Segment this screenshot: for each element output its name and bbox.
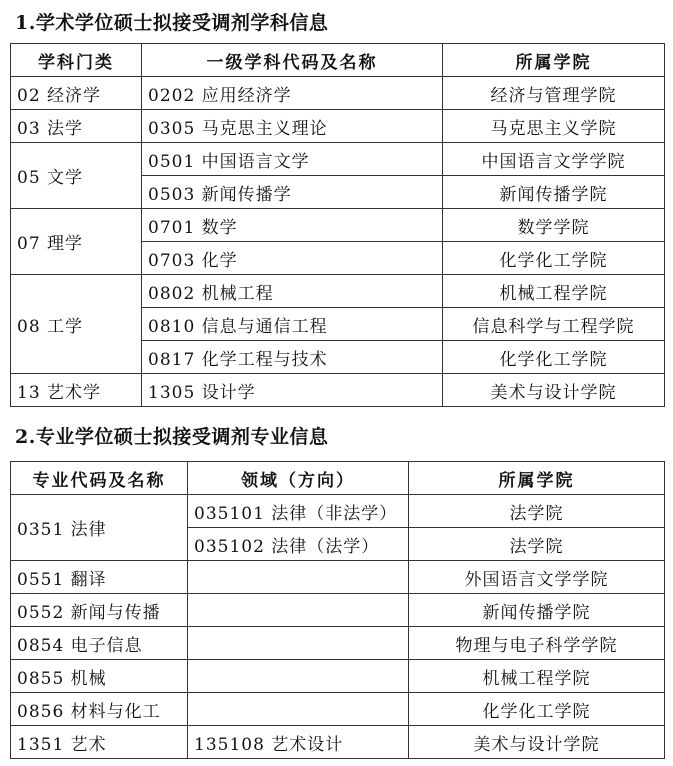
subject-cell: 0703 化学	[142, 242, 443, 275]
table-row	[11, 209, 665, 242]
college-cell: 新闻传播学院	[409, 594, 665, 627]
table-header-row	[11, 462, 665, 495]
subject-cell: 0810 信息与通信工程	[142, 308, 443, 341]
subject-cell: 0817 化学工程与技术	[142, 341, 443, 374]
table-row	[11, 275, 665, 308]
subject-cell: 0503 新闻传播学	[142, 176, 443, 209]
major-cell: 1351 艺术	[11, 726, 188, 759]
college-cell: 化学化工学院	[443, 242, 665, 275]
subject-cell: 0802 机械工程	[142, 275, 443, 308]
major-cell: 0351 法律	[11, 495, 188, 561]
college-cell: 美术与设计学院	[409, 726, 665, 759]
college-cell: 化学化工学院	[409, 693, 665, 726]
field-cell	[188, 594, 409, 627]
category-cell: 02 经济学	[11, 77, 142, 110]
section2-title: 2.专业学位硕士拟接受调剂专业信息	[15, 426, 329, 448]
college-cell: 法学院	[409, 528, 665, 561]
header-major: 专业代码及名称	[11, 462, 188, 495]
table-row	[11, 561, 665, 594]
section1-title: 1.学术学位硕士拟接受调剂学科信息	[15, 12, 329, 34]
category-cell: 05 文学	[11, 143, 142, 209]
table-row	[11, 693, 665, 726]
college-cell: 经济与管理学院	[443, 77, 665, 110]
header-field: 领域（方向）	[188, 462, 409, 495]
field-cell: 035102 法律（法学）	[188, 528, 409, 561]
table-row	[11, 660, 665, 693]
college-cell: 数学学院	[443, 209, 665, 242]
college-cell: 机械工程学院	[443, 275, 665, 308]
major-cell: 0854 电子信息	[11, 627, 188, 660]
college-cell: 法学院	[409, 495, 665, 528]
college-cell: 物理与电子科学学院	[409, 627, 665, 660]
table-row	[11, 77, 665, 110]
college-cell: 机械工程学院	[409, 660, 665, 693]
header-college: 所属学院	[409, 462, 665, 495]
professional-degree-table	[10, 461, 665, 759]
major-cell: 0856 材料与化工	[11, 693, 188, 726]
field-cell	[188, 693, 409, 726]
subject-cell: 0701 数学	[142, 209, 443, 242]
table-row	[11, 143, 665, 176]
field-cell	[188, 660, 409, 693]
major-cell: 0855 机械	[11, 660, 188, 693]
category-cell: 13 艺术学	[11, 374, 142, 407]
subject-cell: 1305 设计学	[142, 374, 443, 407]
category-cell: 08 工学	[11, 275, 142, 374]
table-row	[11, 594, 665, 627]
field-cell: 035101 法律（非法学）	[188, 495, 409, 528]
college-cell: 美术与设计学院	[443, 374, 665, 407]
field-cell	[188, 561, 409, 594]
field-cell: 135108 艺术设计	[188, 726, 409, 759]
college-cell: 马克思主义学院	[443, 110, 665, 143]
major-cell: 0551 翻译	[11, 561, 188, 594]
college-cell: 外国语言文学学院	[409, 561, 665, 594]
college-cell: 中国语言文学学院	[443, 143, 665, 176]
table-row	[11, 110, 665, 143]
college-cell: 化学化工学院	[443, 341, 665, 374]
table-row	[11, 495, 665, 528]
table-header-row	[11, 44, 665, 77]
table-row	[11, 726, 665, 759]
category-cell: 03 法学	[11, 110, 142, 143]
category-cell: 07 理学	[11, 209, 142, 275]
subject-cell: 0202 应用经济学	[142, 77, 443, 110]
header-category: 学科门类	[11, 44, 142, 77]
subject-cell: 0305 马克思主义理论	[142, 110, 443, 143]
academic-degree-table	[10, 43, 665, 407]
field-cell	[188, 627, 409, 660]
major-cell: 0552 新闻与传播	[11, 594, 188, 627]
header-subject: 一级学科代码及名称	[142, 44, 443, 77]
table-row	[11, 627, 665, 660]
subject-cell: 0501 中国语言文学	[142, 143, 443, 176]
college-cell: 新闻传播学院	[443, 176, 665, 209]
college-cell: 信息科学与工程学院	[443, 308, 665, 341]
table-row	[11, 374, 665, 407]
header-college: 所属学院	[443, 44, 665, 77]
